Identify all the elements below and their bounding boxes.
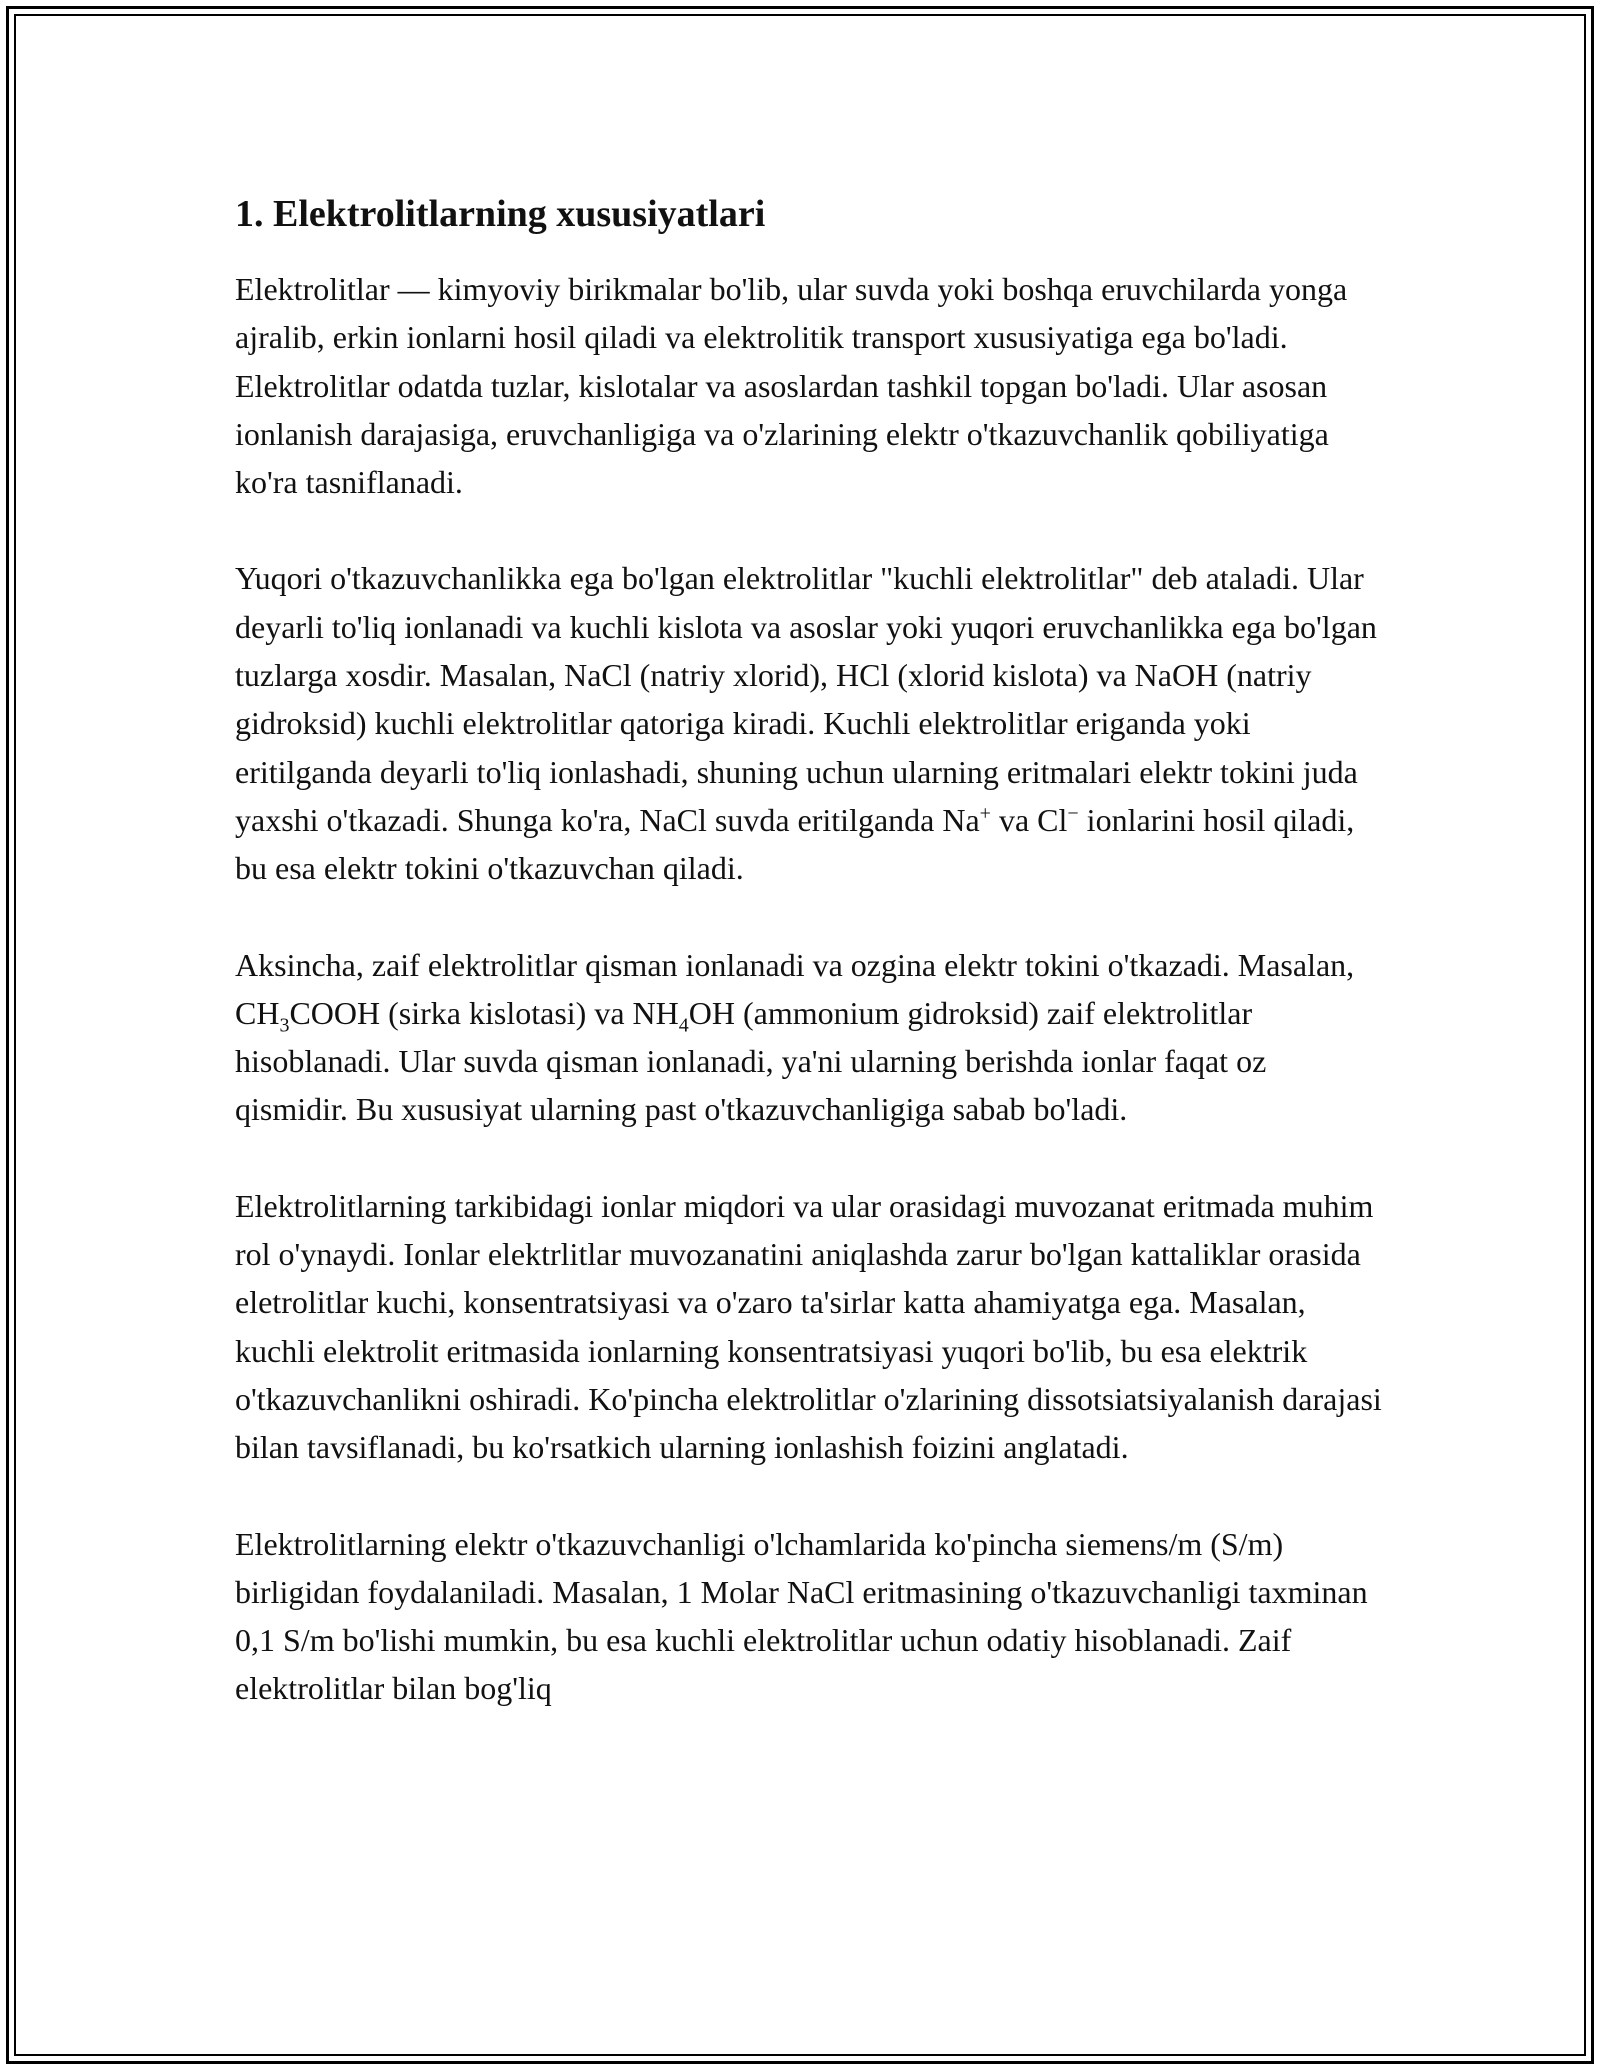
section-heading: 1. Elektrolitlarning xususiyatlari <box>235 193 766 235</box>
paragraph-1: Elektrolitlar — kimyoviy birikmalar bo'lib, ular suvda yoki boshqa eruvchilarda yonga ajralib, erkin ionlarni hosil qiladi va elektrolitik transport xususiyatiga ega bo'ladi. Elektrolitlar odatda tuzlar, kislotalar va asoslardan tashkil topgan bo'ladi. Ular asosan ionlanish darajasiga, eruvchanligiga va o'zlarining elektr o'tkazuvchanlik qobiliyatiga ko'ra tasniflanadi. <box>235 271 1348 501</box>
nh4-subscript: 4 <box>678 1014 689 1037</box>
paragraph-3-text-b: COOH (sirka kislotasi) va NH <box>289 994 679 1031</box>
paragraph-2 <box>235 554 1385 892</box>
paragraph-5: Elektrolitlarning elektr o'tkazuvchanligi o'lchamlarida ko'pincha siemens/m (S/m) birligidan foydalaniladi. Masalan, 1 Molar NaCl eritmasining o'tkazuvchanligi taxminan 0,1 S/m bo'lishi mumkin, bu esa kuchli elektrolitlar uchun odatiy hisoblanadi. Zaif elektrolitlar bilan bog'liq <box>235 1525 1368 1707</box>
paragraph-2-text-a: Yuqori o'tkazuvchanlikka ega bo'lgan elektrolitlar "kuchli elektrolitlar" deb ataladi. Ular deyarli to'liq ionlanadi va kuchli kislota va asoslar yoki yuqori eruvchanlikka ega bo'lgan tuzlarga xosdir. Masalan, NaCl (natriy xlorid), HCl (xlorid kislota) va NaOH (natriy gidroksid) kuchli elektrolitlar qatoriga kiradi. Kuchli elektrolitlar eriganda yoki eritilganda deyarli to'liq ionlashadi, shuning uchun ularning eritmalari elektr tokini juda yaxshi o'tkazadi. Shunga ko'ra, NaCl suvda eritilganda Na <box>235 560 1377 838</box>
sodium-charge: + <box>979 802 991 825</box>
ch3-subscript: 3 <box>279 1014 290 1037</box>
chloride-charge: − <box>1067 802 1079 825</box>
paragraph-2-text-b: va Cl <box>990 801 1068 838</box>
paragraph-3 <box>235 941 1385 1134</box>
paragraph-4: Elektrolitlarning tarkibidagi ionlar miqdori va ular orasidagi muvozanat eritmada muhim rol o'ynaydi. Ionlar elektrlitlar muvozanatini aniqlashda zarur bo'lgan kattaliklar orasida eletrolitlar kuchi, konsentratsiyasi va o'zaro ta'sirlar katta ahamiyatga ega. Masalan, kuchli elektrolit eritmasida ionlarning konsentratsiyasi yuqori bo'lib, bu esa elektrik o'tkazuvchanlikni oshiradi. Ko'pincha elektrolitlar o'zlarining dissotsiatsiyalanish darajasi bilan tavsiflanadi, bu ko'rsatkich ularning ionlashish foizini anglatadi. <box>235 1187 1382 1466</box>
document-body <box>235 185 1385 1761</box>
paragraph-3-text-a: Aksincha, zaif elektrolitlar qisman ionlanadi va ozgina elektr tokini o'tkazadi. Masalan, CH <box>235 946 1355 1031</box>
paragraph-2-text-c: ionlarini hosil qiladi, bu esa elektr tokini o'tkazuvchan qiladi. <box>235 801 1355 887</box>
paragraph-3-text-c: OH (ammonium gidroksid) zaif elektrolitlar hisoblanadi. Ular suvda qisman ionlanadi, ya'ni ularning berishda ionlar faqat oz qismidir. Bu xususiyat ularning past o'tkazuvchanligiga sabab bo'ladi. <box>235 994 1267 1128</box>
